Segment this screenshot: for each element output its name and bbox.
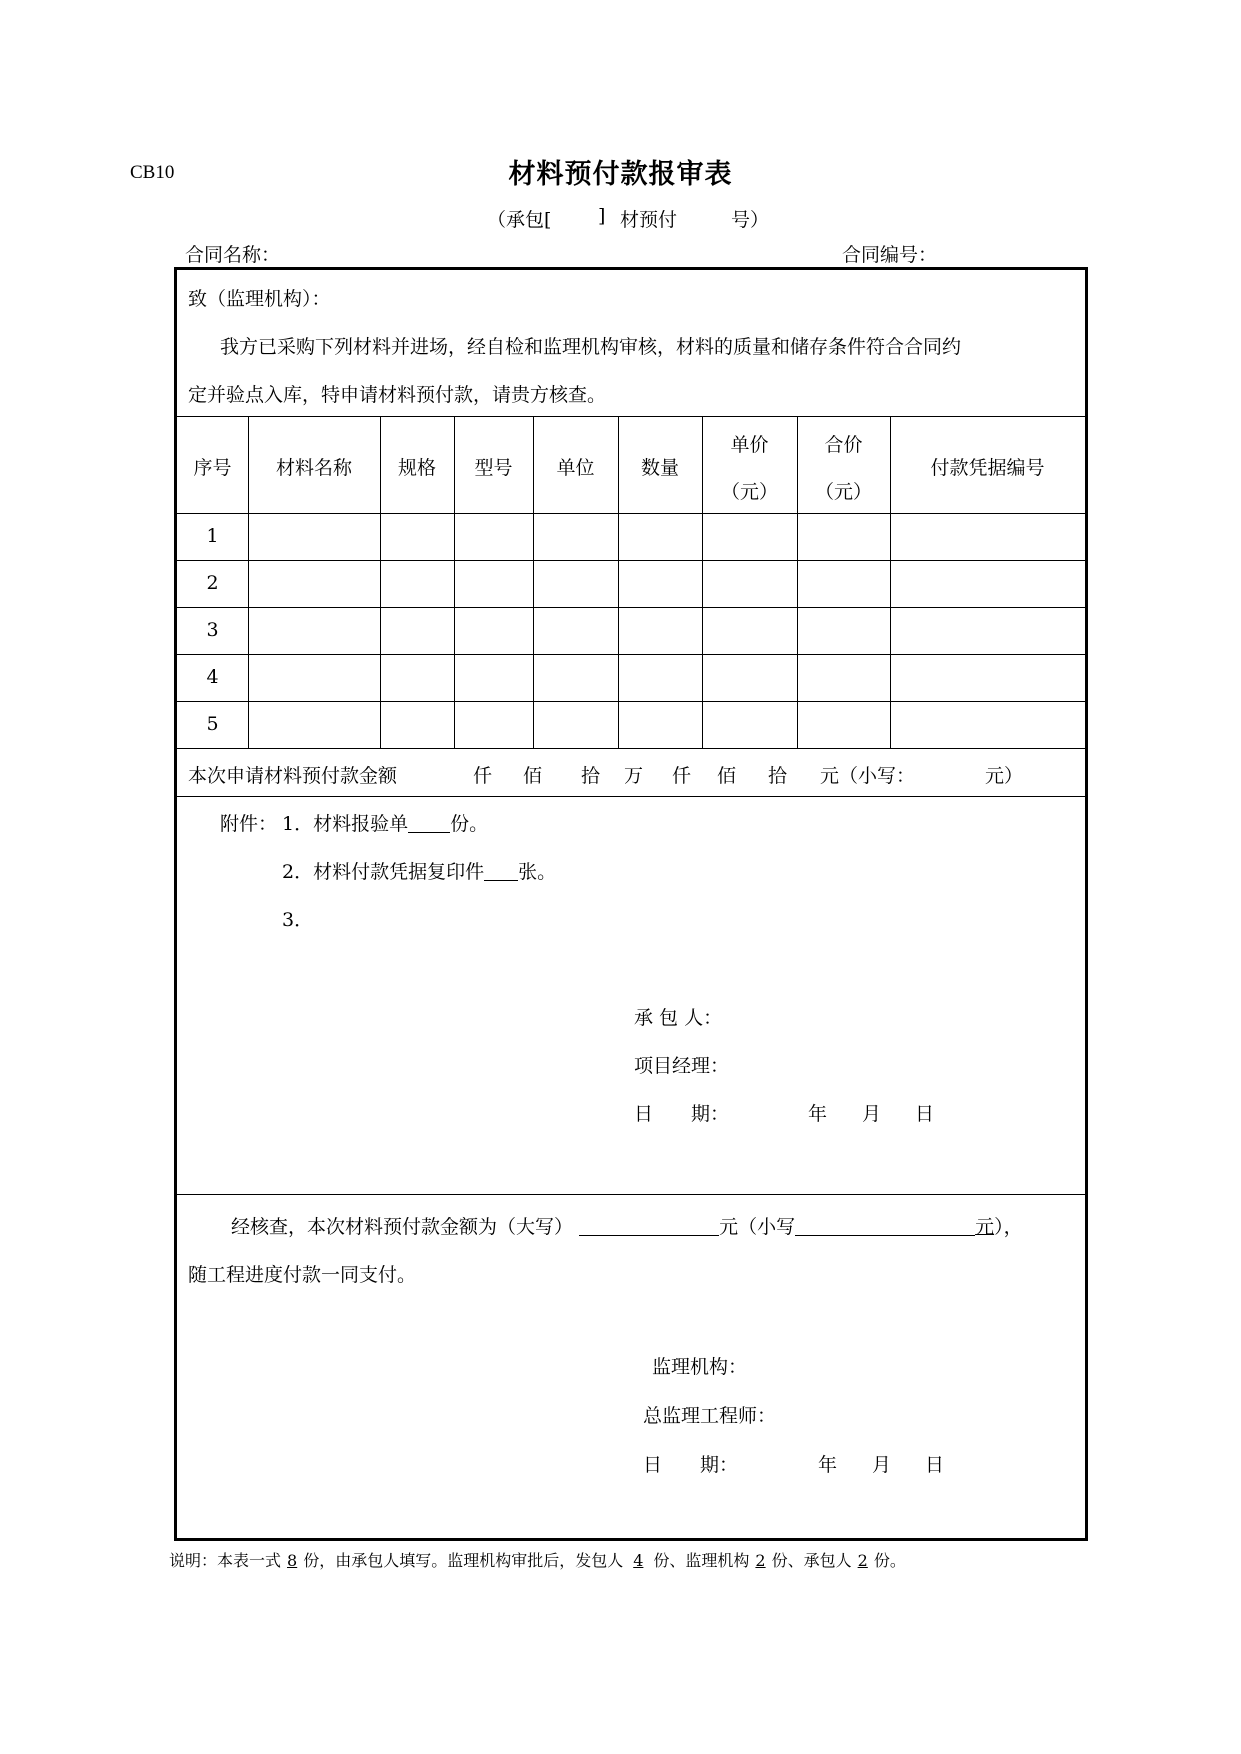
amount-label: 本次申请材料预付款金额: [188, 765, 398, 787]
supervisor-date-label: 日 期：: [643, 1454, 739, 1476]
row-index: 2: [206, 572, 219, 594]
amount-unit-qian: 仟: [473, 765, 493, 787]
to-label: 致（监理机构）：: [188, 288, 331, 310]
contractor-date-label: 日 期：: [634, 1103, 730, 1125]
footnote: 说明：本表一式 8 份，由承包人填写。监理机构审批后，发包人 4 份、监理机构 2 份、承包人 2 份。: [169, 1551, 906, 1570]
row-index: 5: [206, 713, 219, 735]
contract-name-label: 合同名称：: [185, 244, 281, 266]
attachment-1-blank[interactable]: [408, 812, 450, 833]
header-model: 型号: [474, 457, 513, 479]
header-material-name: 材料名称: [275, 457, 352, 479]
supervisor-month: 月: [872, 1454, 892, 1476]
header-unit-price: 单价: [730, 434, 769, 456]
header-unit-price-unit: （元）: [720, 481, 778, 503]
header-unit: 单位: [556, 457, 595, 479]
line-row5: [177, 748, 1085, 749]
form-code: CB10: [130, 162, 175, 183]
supervisor-org-label: 监理机构：: [652, 1356, 748, 1378]
attachment-item-1: 1．材料报验单 份。: [282, 813, 489, 835]
amount-unit-shi: 拾: [581, 765, 601, 787]
attachment-2-blank[interactable]: [484, 860, 518, 881]
subtitle-close: ]: [598, 205, 606, 227]
row-index: 3: [206, 619, 219, 641]
page-title: 材料预付款报审表: [508, 159, 733, 190]
amount-unit-yuan-small: 元（小写：: [820, 765, 916, 787]
line-row3: [177, 654, 1085, 655]
subtitle-middle: 材预付: [620, 209, 678, 231]
contractor-day: 日: [915, 1103, 935, 1125]
header-total-price: 合价: [824, 434, 863, 456]
chief-engineer-label: 总监理工程师：: [643, 1405, 777, 1427]
attachment-item-3: 3．: [282, 909, 314, 931]
header-index: 序号: [193, 457, 232, 479]
contract-no-label: 合同编号：: [842, 244, 938, 266]
review-amount-figures-blank[interactable]: [795, 1215, 975, 1236]
supervisor-year: 年: [818, 1454, 838, 1476]
amount-unit-bai2: 佰: [717, 765, 737, 787]
row-index: 4: [206, 666, 219, 688]
supervisor-day: 日: [925, 1454, 945, 1476]
header-spec: 规格: [397, 457, 436, 479]
statement-line1: 我方已采购下列材料并进场，经自检和监理机构审核，材料的质量和储存条件符合合同约: [220, 336, 962, 358]
attachments-label: 附件：: [220, 813, 278, 835]
line-amount: [177, 796, 1085, 797]
contractor-month: 月: [862, 1103, 882, 1125]
project-manager-label: 项目经理：: [634, 1055, 730, 1077]
amount-unit-wan: 万: [624, 765, 644, 787]
amount-unit-qian2: 仟: [672, 765, 692, 787]
review-line2: 随工程进度付款一同支付。: [188, 1264, 417, 1286]
line-review: [177, 1194, 1085, 1195]
contractor-year: 年: [808, 1103, 828, 1125]
statement-line2: 定并验点入库，特申请材料预付款，请贵方核查。: [188, 384, 607, 406]
header-quantity: 数量: [640, 457, 679, 479]
attachment-item-2: 2．材料付款凭据复印件 张。: [282, 861, 557, 883]
col-line-6: [702, 416, 703, 748]
line-row1: [177, 560, 1085, 561]
row-index: 1: [206, 525, 219, 547]
form-frame: [174, 267, 1088, 1541]
line-row4: [177, 701, 1085, 702]
review-amount-words-blank[interactable]: [579, 1215, 719, 1236]
line-header-bottom: [177, 513, 1085, 514]
amount-unit-bai: 佰: [523, 765, 543, 787]
amount-unit-shi2: 拾: [768, 765, 788, 787]
line-row2: [177, 607, 1085, 608]
header-total-price-unit: （元）: [814, 481, 872, 503]
col-line-7: [797, 416, 798, 748]
amount-unit-yuan-close: 元）: [985, 765, 1024, 787]
contractor-label: 承 包 人：: [634, 1007, 723, 1029]
subtitle-open: （承包[: [487, 209, 552, 231]
header-voucher-no: 付款凭据编号: [930, 457, 1045, 479]
subtitle-end: 号）: [731, 209, 770, 231]
review-line1: 经核查，本次材料预付款金额为（大写） 元（小写 元），: [231, 1216, 1023, 1238]
line-header-top: [177, 416, 1085, 417]
